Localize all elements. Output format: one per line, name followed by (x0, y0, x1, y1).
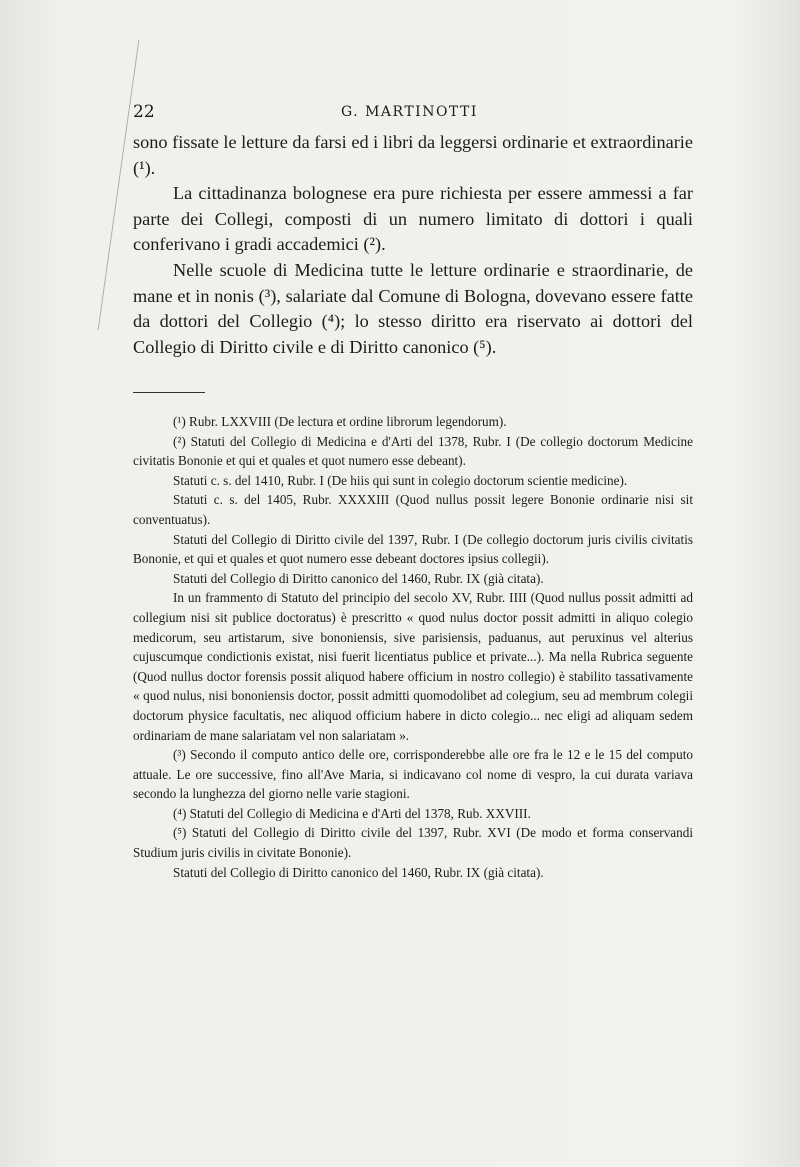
footnote: (²) Statuti del Collegio di Medicina e d'Arti del 1378, Rubr. I (De collegio doctorum Medicine civitatis Bononie et qui et quales et quot numero esse debeant). (133, 433, 693, 469)
footnote: (³) Secondo il computo antico delle ore, corrisponderebbe alle ore fra le 12 e le 15 del computo attuale. Le ore successive, fino all'Ave Maria, si indicavano col nome di vespro, la cui durata variava secondo la lunghezza del giorno nelle varie stagioni. (133, 747, 693, 802)
footnote: Statuti del Collegio di Diritto canonico del 1460, Rubr. IX (già citata). (173, 570, 544, 586)
footnote-separator (133, 392, 205, 393)
paragraph: sono fissate le letture da farsi ed i libri da leggersi ordinarie et extraordinarie (¹). (133, 132, 693, 178)
paragraph: La cittadinanza bolognese era pure richiesta per essere ammessi a far parte dei Collegi, composti di un numero limitato di dottori i quali conferivano i gradi accademici (²). (133, 183, 693, 255)
footnote: Statuti c. s. del 1405, Rubr. XXXXIII (Quod nullus possit legere Bononie ordinarie nisi sit conventuatus). (133, 492, 693, 527)
footnote: Statuti c. s. del 1410, Rubr. I (De hiis qui sunt in colegio doctorum scientie medicine). (173, 472, 628, 488)
main-text (133, 130, 693, 360)
footnote: Statuti del Collegio di Diritto canonico del 1460, Rubr. IX (già citata). (173, 864, 544, 880)
footnote: (⁴) Statuti del Collegio di Medicina e d'Arti del 1378, Rub. XXVIII. (173, 805, 531, 821)
page-number: 22 (133, 102, 155, 122)
footnotes (133, 412, 693, 882)
footnote: (¹) Rubr. LXXVIII (De lectura et ordine librorum legendorum). (173, 414, 507, 429)
footnote: (⁵) Statuti del Collegio di Diritto civile del 1397, Rubr. XVI (De modo et forma conservandi Studium juris civilis in civitate Bononie). (133, 825, 693, 861)
footnote: Statuti del Collegio di Diritto civile del 1397, Rubr. I (De collegio doctorum juris civilis civitatis Bononie, et qui et quales et quot numero esse debeant doctores ipsius collegii). (133, 531, 693, 567)
footnote: In un frammento di Statuto del principio del secolo XV, Rubr. IIII (Quod nullus possit admitti ad collegium nisi sit publice doctoratus) è prescritto « quod nulus doctor possit admitti in aliquo colegio medicorum, seu artistarum, sive bononiensis, sive parisiensis, paduanus, aut peruxinus vel alterius cujuscumque condictionis existat, nisi fuerit licentiatus publice et private...). Ma nella Rubrica seguente (Quod nullus doctor forensis possit aliquod habere officium in nostro collegio) è stabilito tassativamente « quod nulus, nisi bononiensis doctor, possit admitti quomodolibet ad colegium, seu ad membrum colegii doctorum physice facultatis, nec aliquod officium habere in dicto colegio... nec eligi ad aliquam sedem ordinariam de mane salariatam vel non salariatam ». (133, 590, 693, 743)
paragraph: Nelle scuole di Medicina tutte le letture ordinarie e straordinarie, de mane et in nonis (³), salariate dal Comune di Bologna, dovevano essere fatte da dottori del Collegio (⁴); lo stesso diritto era riservato ai dottori del Collegio di Diritto civile e di Diritto canonico (⁵). (133, 259, 693, 357)
page-header (133, 102, 693, 124)
running-head: G. MARTINOTTI (341, 104, 478, 120)
